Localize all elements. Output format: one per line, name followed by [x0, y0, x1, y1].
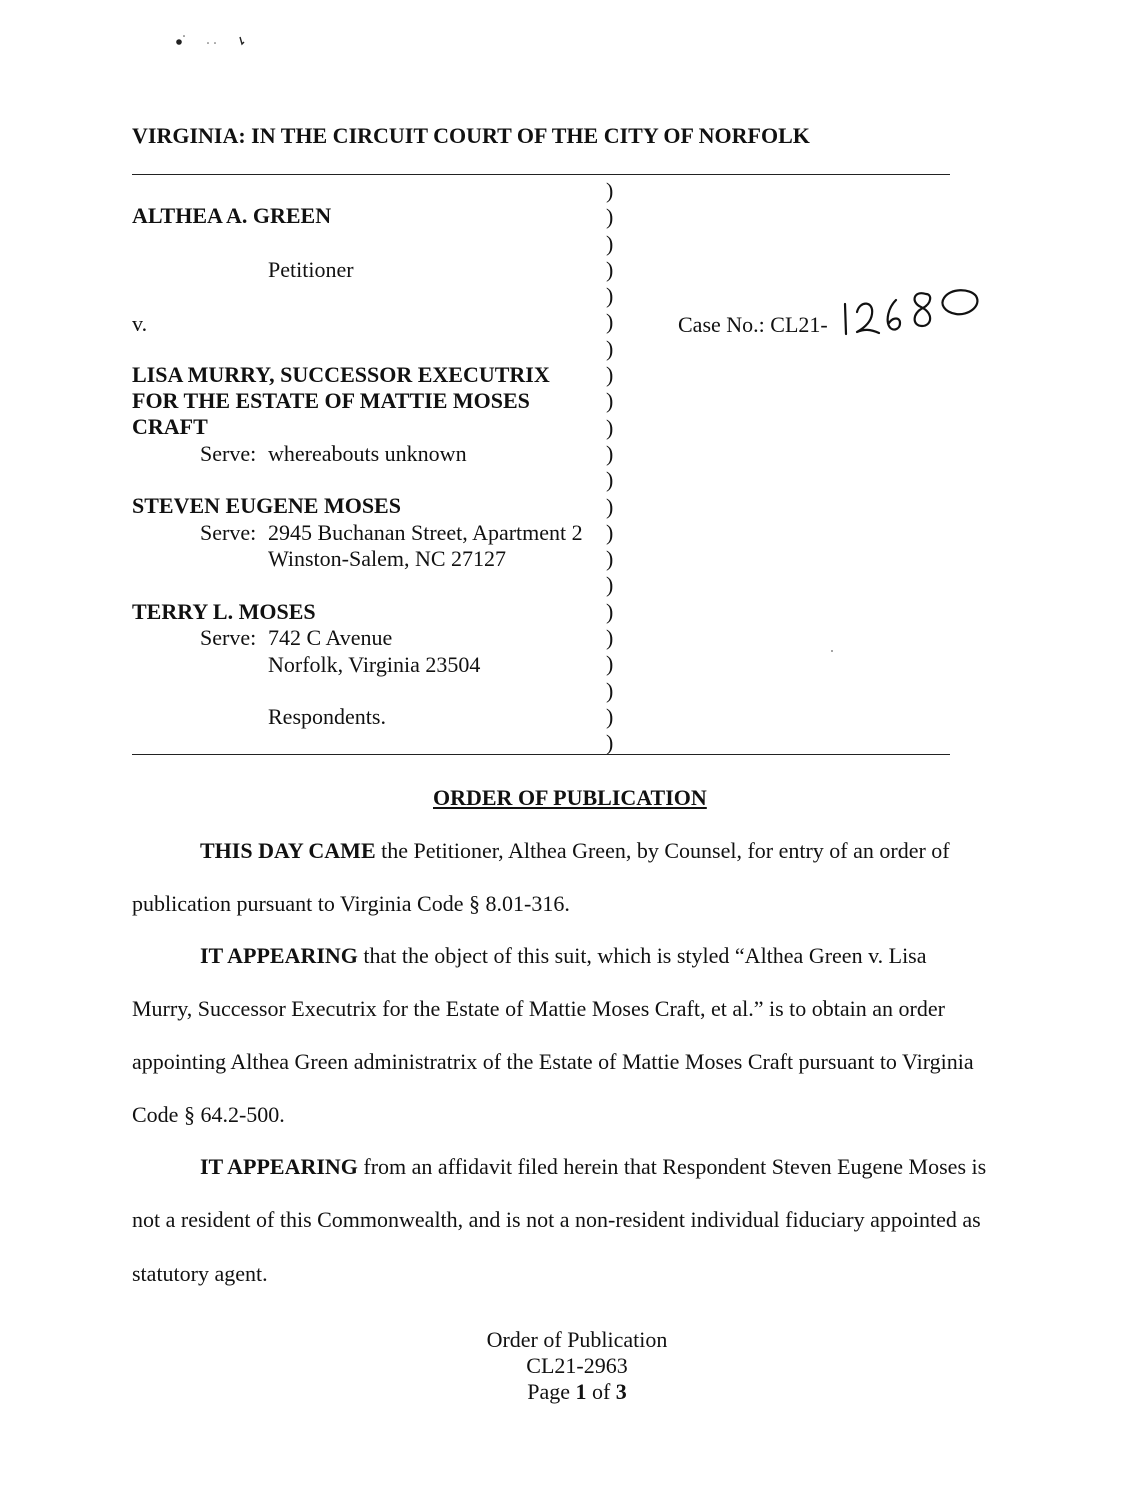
- paren-glyph: ): [606, 335, 614, 361]
- respondent1-serve-label: Serve:: [200, 441, 257, 466]
- respondent2-address-line2: Winston-Salem, NC 27127: [268, 546, 507, 571]
- paren-glyph: ): [606, 309, 614, 335]
- paren-glyph: ): [606, 572, 614, 598]
- paragraph-3-line2: not a resident of this Commonwealth, and is not a non-resident individual fiduciary appointed as: [132, 1207, 981, 1232]
- respondent3-address-line2: Norfolk, Virginia 23504: [268, 652, 481, 677]
- paren-glyph: ): [606, 230, 614, 256]
- paragraph-2-lead: IT APPEARING: [200, 943, 358, 968]
- paren-glyph: ): [606, 283, 614, 309]
- respondent2-serve-label: Serve:: [200, 520, 257, 545]
- caption-top-rule: [132, 174, 950, 175]
- paren-glyph: ): [606, 598, 614, 624]
- versus: v.: [132, 311, 148, 336]
- paren-glyph: ): [606, 467, 614, 493]
- order-title: ORDER OF PUBLICATION: [433, 785, 707, 810]
- page-current: 1: [575, 1379, 587, 1404]
- paragraph-3-text: from an affidavit filed herein that Respondent Steven Eugene Moses is: [357, 1154, 987, 1179]
- page-of: of: [586, 1379, 616, 1404]
- paren-glyph: ): [606, 414, 614, 440]
- paragraph-1-line1: [200, 838, 950, 864]
- paren-glyph: ): [606, 204, 614, 230]
- respondent1-name-line2: FOR THE ESTATE OF MATTIE MOSES: [132, 388, 530, 413]
- paragraph-2-line4: Code § 64.2-500.: [132, 1102, 285, 1127]
- page-prefix: Page: [527, 1379, 576, 1404]
- paragraph-2-line3: appointing Althea Green administratrix of the Estate of Mattie Moses Craft pursuant to Virginia: [132, 1049, 974, 1074]
- paren-glyph: ): [606, 256, 614, 282]
- respondent1-name-line3: CRAFT: [132, 414, 208, 439]
- paren-glyph: ): [606, 493, 614, 519]
- respondent2-address-line1: 2945 Buchanan Street, Apartment 2: [268, 520, 583, 545]
- paragraph-3-lead: IT APPEARING: [200, 1154, 358, 1179]
- caption-bottom-rule: [132, 754, 950, 755]
- paren-glyph: ): [606, 730, 614, 756]
- petitioner-role: Petitioner: [268, 257, 354, 282]
- footer-case-number: CL21-2963: [526, 1353, 628, 1378]
- footer-doc-title: Order of Publication: [486, 1327, 668, 1352]
- paragraph-2-line2: Murry, Successor Executrix for the Estate of Mattie Moses Craft, et al.” is to obtain an order: [132, 996, 945, 1021]
- paren-glyph: ): [606, 440, 614, 466]
- case-number-handwritten: [838, 282, 988, 340]
- respondents-role: Respondents.: [268, 704, 386, 729]
- paragraph-2-text: that the object of this suit, which is styled “Althea Green v. Lisa: [357, 943, 927, 968]
- paragraph-1-line2: publication pursuant to Virginia Code § 8.01-316.: [132, 891, 570, 916]
- page-total: 3: [615, 1379, 627, 1404]
- respondent3-address-line1: 742 C Avenue: [268, 625, 393, 650]
- paragraph-3-line1: [200, 1154, 986, 1180]
- paren-glyph: ): [606, 519, 614, 545]
- court-title: VIRGINIA: IN THE CIRCUIT COURT OF THE CITY OF NORFOLK: [132, 123, 810, 148]
- case-number-label: Case No.: CL21-: [678, 312, 828, 337]
- paren-glyph: ): [606, 651, 614, 677]
- paren-glyph: ): [606, 388, 614, 414]
- paren-glyph: ): [606, 677, 614, 703]
- respondent2-name: STEVEN EUGENE MOSES: [132, 493, 401, 518]
- paren-glyph: ): [606, 625, 614, 651]
- scan-specks: [170, 30, 260, 52]
- paren-glyph: ): [606, 178, 614, 203]
- paren-glyph: ): [606, 362, 614, 388]
- paragraph-1-text: the Petitioner, Althea Green, by Counsel, for entry of an order of: [375, 838, 950, 863]
- respondent1-serve-value: whereabouts unknown: [268, 441, 467, 466]
- paragraph-3-line3: statutory agent.: [132, 1261, 268, 1286]
- caption-paren-column: [606, 178, 613, 757]
- respondent3-name: TERRY L. MOSES: [132, 599, 316, 624]
- footer-page-number: [427, 1379, 727, 1405]
- paren-glyph: ): [606, 703, 614, 729]
- scan-speck: [831, 650, 833, 652]
- petitioner-name: ALTHEA A. GREEN: [132, 203, 332, 228]
- paragraph-1-lead: THIS DAY CAME: [200, 838, 376, 863]
- respondent3-serve-label: Serve:: [200, 625, 257, 650]
- respondent1-name-line1: LISA MURRY, SUCCESSOR EXECUTRIX: [132, 362, 550, 387]
- paragraph-2-line1: [200, 943, 927, 969]
- paren-glyph: ): [606, 546, 614, 572]
